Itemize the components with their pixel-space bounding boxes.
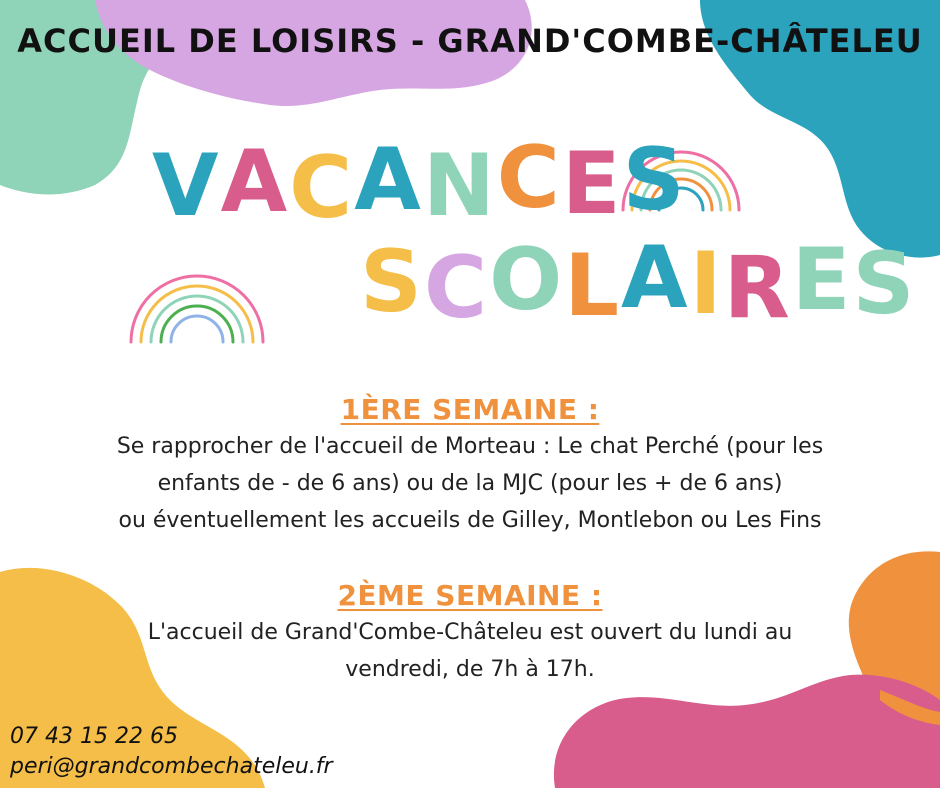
- week1-body: [0, 428, 940, 539]
- headline-letter: S: [622, 130, 687, 230]
- page-header: ACCUEIL DE LOISIRS - GRAND'COMBE-CHÂTELEU: [17, 22, 923, 60]
- headline-letter: L: [564, 236, 621, 336]
- week1-section: [0, 393, 940, 539]
- week2-line: L'accueil de Grand'Combe-Châteleu est ouvert du lundi au: [147, 620, 793, 645]
- week2-body: [0, 614, 940, 688]
- week1-line: enfants de - de 6 ans) ou de la MJC (pour les + de 6 ans): [157, 471, 783, 496]
- headline-line-2: [0, 228, 940, 338]
- scolaires-word: [360, 228, 917, 338]
- headline-letter: E: [561, 134, 623, 234]
- week1-line: ou éventuellement les accueils de Gilley, Montlebon ou Les Fins: [118, 508, 822, 533]
- headline-letter: S: [360, 232, 424, 332]
- week1-line: Se rapprocher de l'accueil de Morteau : Le chat Perché (pour les: [116, 434, 824, 459]
- headline-letter: N: [422, 136, 497, 236]
- headline-letter: C: [496, 128, 562, 228]
- headline-letter: A: [220, 132, 290, 232]
- headline-letter: V: [152, 136, 221, 236]
- headline-letter: S: [852, 234, 917, 334]
- headline-letter: I: [689, 234, 724, 334]
- headline-letter: A: [621, 228, 690, 328]
- contact-info: [10, 722, 333, 782]
- week2-section: [0, 579, 940, 688]
- email-address[interactable]: peri@grandcombechateleu.fr: [10, 754, 333, 779]
- headline-letter: R: [723, 238, 792, 338]
- headline-letter: E: [791, 230, 853, 330]
- week2-line: vendredi, de 7h à 17h.: [345, 657, 595, 682]
- headline-letter: O: [489, 230, 565, 330]
- vacances-word: [152, 128, 687, 238]
- phone-number[interactable]: 07 43 15 22 65: [10, 724, 178, 749]
- headline-line-1: [0, 128, 940, 238]
- week1-title: 1ÈRE SEMAINE :: [340, 393, 600, 426]
- headline-letter: A: [354, 130, 423, 230]
- headline-letter: C: [289, 138, 355, 238]
- week2-title: 2ÈME SEMAINE :: [337, 579, 603, 612]
- headline-letter: C: [423, 238, 490, 338]
